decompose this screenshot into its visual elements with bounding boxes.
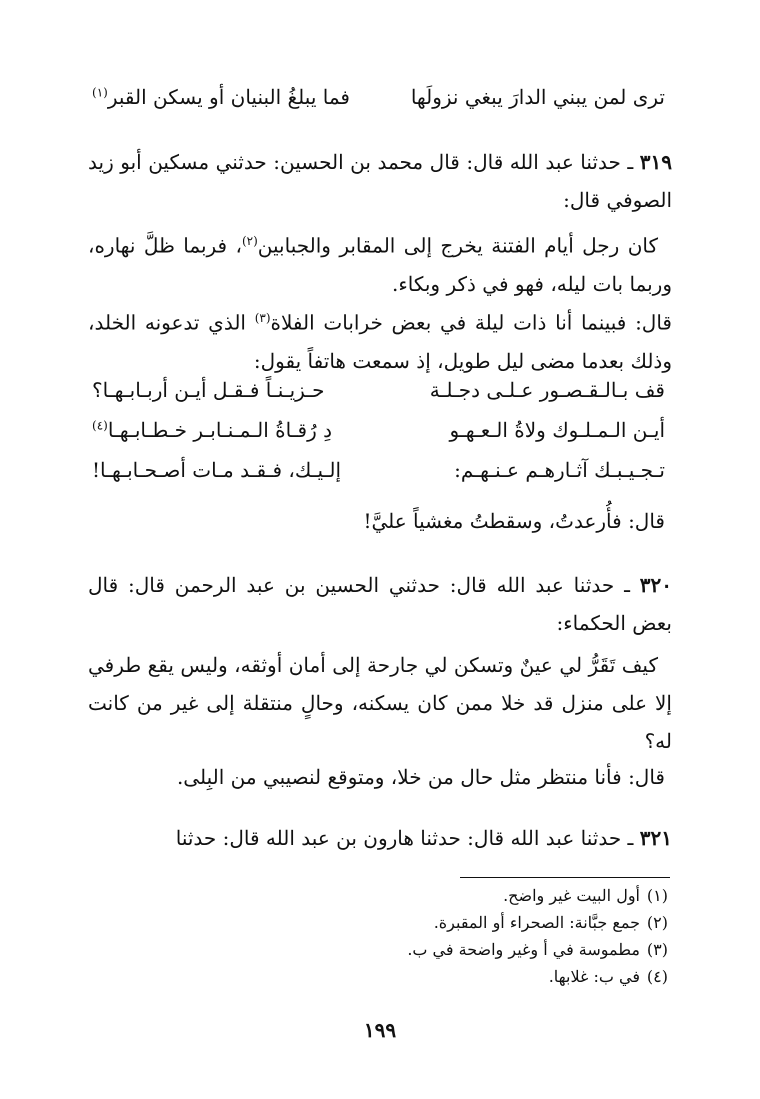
verse-hemistich-right: قف بـالـقـصـور عـلـى دجـلـة [429, 378, 665, 402]
closing-line: قال: فأُرعدتُ، وسقطتُ مغشياً عليَّ! [363, 509, 665, 533]
verse-hemistich-left: حـزيـنـاً فـقـل أيـن أربـابـهـا؟ [92, 378, 325, 402]
footnote-ref: (١) [92, 85, 108, 100]
footnote-ref: (٢) [241, 234, 258, 248]
narration-number: ٣٢٠ [639, 573, 673, 597]
footnote: (٢)جمع جبَّانة: الصحراء أو المقبرة. [433, 913, 668, 932]
narration-number: ٣٢١ [639, 826, 672, 850]
paragraph: كان رجل أيام الفتنة يخرج إلى المقابر والجبابين$^{(٢)}$، فربما ظلَّ نهاره، وربما بات ليله، فهو في ذكر وبكاء. [88, 233, 672, 296]
narration-isnad: ٣٢١ ـ حدثنا عبد الله قال: حدثنا هارون بن عبد الله قال: حدثنا [175, 826, 672, 850]
poem-verse [92, 458, 665, 496]
narration-isnad: ٣١٩ ـ حدثنا عبد الله قال: قال محمد بن الحسين: حدثني مسكين أبو زيد الصوفي قال: [88, 150, 673, 212]
verse-hemistich-left: دِ رُقـاةُ الـمـنـابـر خـطـابـهـا$^{(٤)}$ [92, 418, 333, 442]
footnote: (٤)في ب: غلابها. [548, 967, 668, 986]
page-number: ١٩٩ [363, 1018, 397, 1042]
paragraph: قال: فبينما أنا ذات ليلة في بعض خرابات الفلاة$^{(٣)}$ الذي تدعونه الخلد، وذلك بعدما مضى ليل طويل، إذ سمعت هاتفاً يقول: [88, 310, 672, 373]
footnote-ref: (٤) [92, 418, 108, 433]
verse-hemistich-left: فما يبلغُ البنيان أو يسكن القبر$^{(١)}$ [92, 85, 350, 109]
footnote: (١)أول البيت غير واضح. [503, 886, 668, 905]
poem-verse [92, 418, 665, 456]
verse-hemistich-right: أيـن الـمـلـوك ولاةُ الـعـهـو [449, 418, 665, 442]
verse-hemistich-right: ترى لمن يبني الدارَ يبغي نزولَها [410, 85, 665, 109]
narration-number: ٣١٩ [639, 150, 673, 174]
paragraph: كيف تَقَرُّ لي عينٌ وتسكن لي جارحة إلى أمان أوثقه، وليس يقع طرفي إلا على منزل قد خلا ممن كان يسكنه، وحالٍ منتقلة إلى غير من كانت له؟ [88, 653, 672, 753]
closing-line: قال: فأنا منتظر مثل حال من خلا، ومتوقع لنصيبي من البِلى. [176, 765, 665, 789]
top-verse [92, 85, 665, 123]
footnote-ref: (٣) [254, 311, 271, 325]
poem-verse [92, 378, 665, 416]
footnote: (٣)مطموسة في أ وغير واضحة في ب. [407, 940, 668, 959]
verse-hemistich-left: إلـيـك، فـقـد مـات أصـحـابـهـا! [92, 458, 342, 482]
narration-isnad: ٣٢٠ ـ حدثنا عبد الله قال: حدثني الحسين بن عبد الرحمن قال: قال بعض الحكماء: [88, 573, 673, 635]
footnote-divider [460, 877, 670, 878]
verse-hemistich-right: تـجـيـبـك آثـارهـم عـنـهـم: [454, 458, 665, 482]
